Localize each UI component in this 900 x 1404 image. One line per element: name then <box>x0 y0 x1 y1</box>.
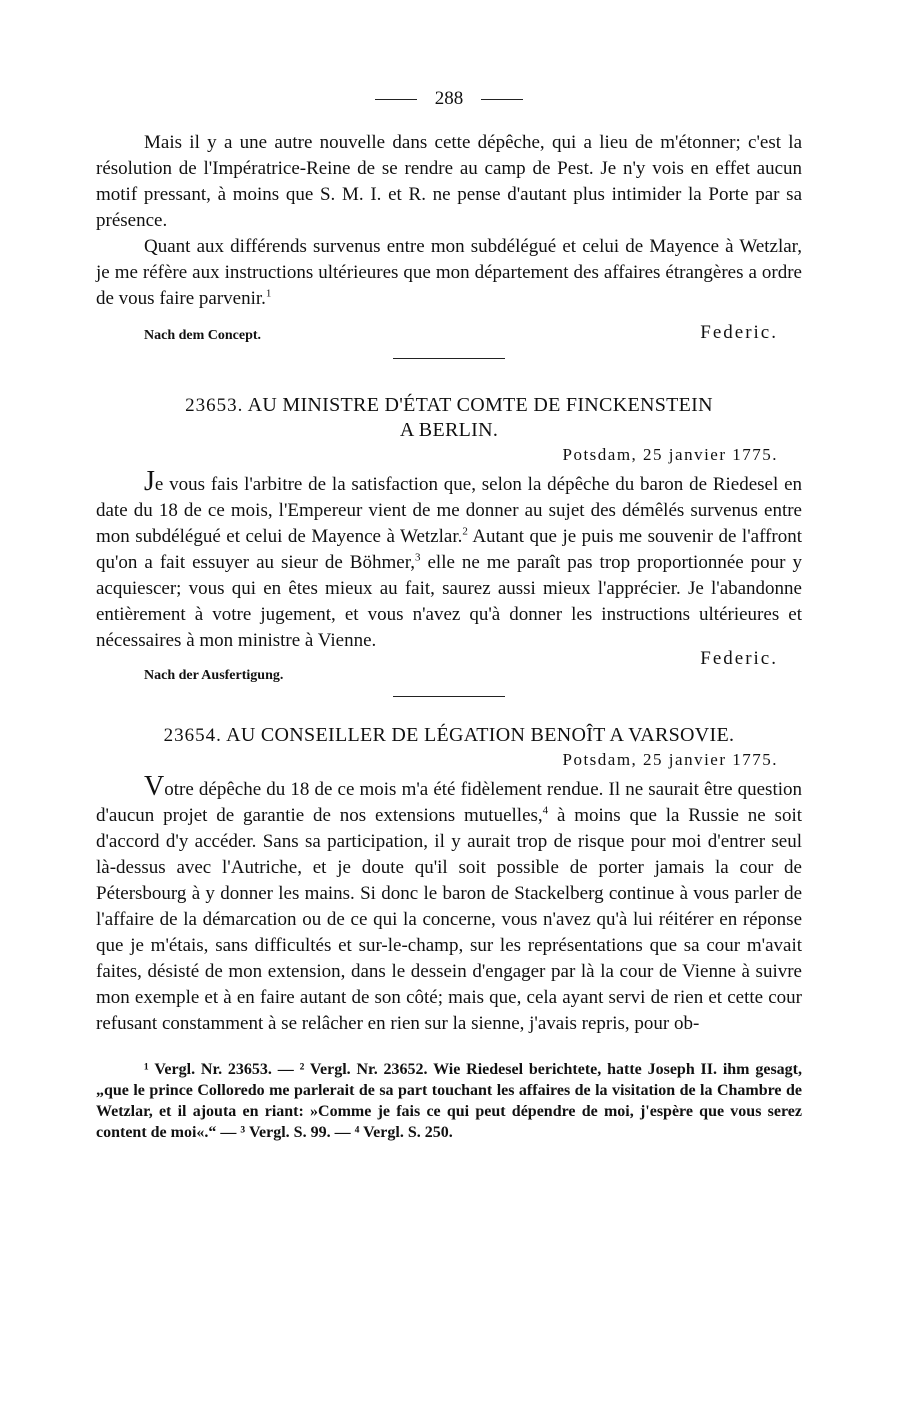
dateline: Potsdam, 25 janvier 1775. <box>562 750 778 769</box>
header-dash-left <box>375 99 417 100</box>
footnote-ref: 4 <box>542 804 549 817</box>
letter-2-body <box>96 771 803 1037</box>
letter-1-source-line <box>96 648 802 684</box>
letter-heading-line-2: A BERLIN. <box>399 419 499 441</box>
source-note: Nach der Ausfertigung. <box>144 668 284 683</box>
intro-source-line <box>96 314 802 344</box>
letter-1-body <box>96 466 802 654</box>
letter-number: 23653. <box>185 395 244 416</box>
letter-heading-line: AU CONSEILLER DE LÉGATION BENOÎT A VARSOVIE. <box>226 724 735 746</box>
letter-1-text-2: Autant que je puis me souvenir de l'affront qu'on a fait essuyer au sieur de Böhmer, <box>96 526 802 573</box>
section-divider <box>393 696 505 697</box>
footnotes <box>96 1059 802 1143</box>
intro-paragraph-2 <box>96 234 802 312</box>
letter-heading <box>96 723 802 748</box>
letter-1-text-3: elle ne me paraît pas trop proportionnée pour y acquiescer; vous qui en êtes mieux au fait, saurez aussi mieux l'apprécier. Je l'abandonne entièrement à votre jugement, et vous n'avez qu'à donner les instructions ultérieures et nécessaires à mon ministre à Vienne. <box>96 552 802 651</box>
page-number: 288 <box>434 88 464 109</box>
letter-1-text-1: e vous fais l'arbitre de la satisfaction que, selon la dépêche du baron de Riedesel en date du 18 de ce mois, l'Empereur vient de me donner au sujet des démêlés survenus entre mon subdélégué et celui de Mayence à Wetzlar. <box>96 474 802 547</box>
header-dash-right <box>481 99 523 100</box>
section-divider <box>393 358 505 359</box>
footnote-ref: 3 <box>415 551 421 564</box>
signature: Federic. <box>700 322 778 343</box>
source-note: Nach dem Concept. <box>144 328 262 343</box>
signature: Federic. <box>700 648 778 669</box>
dateline: Potsdam, 25 janvier 1775. <box>562 445 778 464</box>
footnote-text: ¹ Vergl. Nr. 23653. — ² Vergl. Nr. 23652. Wie Riedesel berichtete, hatte Joseph II. ihm gesagt, „que le prince Colloredo me parlerait de sa part touchant les affaires de la visitation de la Chambre de Wetzlar, et il ajouta en riant: »Comme je fais ce qui peut dépendre de moi, j'espère que vous serez content de moi«.“ — ³ Vergl. S. 99. — ⁴ Vergl. S. 250. <box>96 1061 802 1141</box>
letter-heading-line-1: AU MINISTRE D'ÉTAT COMTE DE FINCKENSTEIN <box>247 394 713 416</box>
intro-paragraph-1: Mais il y a une autre nouvelle dans cette dépêche, qui a lieu de m'étonner; c'est la résolution de l'Impératrice-Reine de se rendre au camp de Pest. Je n'y vois en effet aucun motif pressant, à moins que S. M. I. et R. ne pense d'autant plus intimider la Porte par sa présence. <box>96 132 802 231</box>
letter-2-text-2: à moins que la Russie ne soit d'accord d'y accéder. Sans sa participation, il y aurait trop de risque pour moi d'entrer seul là-dessus avec l'Autriche, et je doute qu'il soit possible de porter jamais la cour de Pétersbourg à y donner les mains. Si donc le baron de Stackelberg continue à vous parler de l'affaire de la démarcation ou de ce qui la concerne, vous n'avez qu'à lui réitérer en réponse que je m'étais, sans difficultés et sur-le-champ, sur les représentations que sa cour m'avait faites, désisté de mon extension, dans le dessein d'engager par là la cour de Vienne à suivre mon exemple et à en faire autant de son côté; mais que, cela ayant servi de rien et cette cour refusant constamment à se relâcher en rien sur la sienne, j'avais repris, pour ob- <box>96 805 803 1034</box>
letter-number: 23654. <box>163 725 222 746</box>
letter-2-text-1: otre dépêche du 18 de ce mois m'a été fidèlement rendue. Il ne saurait être question d'aucun projet de garantie de nos extensions mutuelles, <box>96 779 802 826</box>
footnote-ref: 2 <box>462 525 468 538</box>
footnote-ref: 1 <box>265 287 272 300</box>
page-header <box>96 88 802 110</box>
initial-letter: J <box>144 466 155 497</box>
letter-heading <box>96 393 802 443</box>
intro-paragraph-2-text: Quant aux différends survenus entre mon subdélégué et celui de Mayence à Wetzlar, je me réfère aux instructions ultérieures que mon département des affaires étrangères a ordre de vous faire parvenir. <box>96 236 802 309</box>
document-page <box>96 88 802 1143</box>
initial-letter: V <box>144 771 165 802</box>
